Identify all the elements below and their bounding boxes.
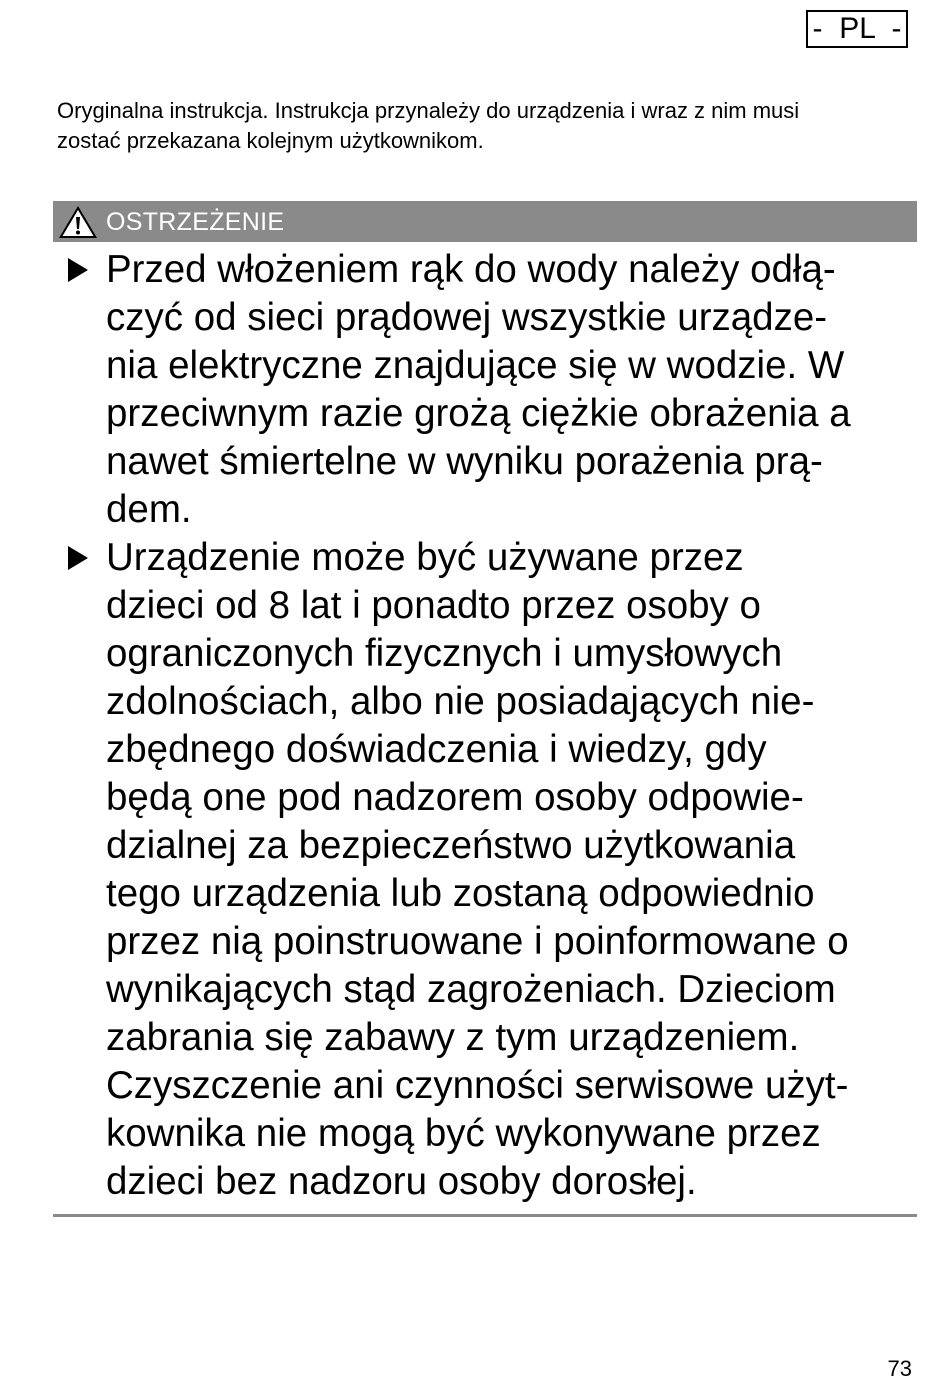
page-number: 73 — [887, 1356, 912, 1381]
intro-line: Oryginalna instrukcja. Instrukcja przynależy do urządzenia i wraz z nim musi — [57, 98, 800, 123]
warning-label: OSTRZEŻENIE — [106, 208, 285, 236]
text-line: Przed włożeniem rąk do wody należy odłą- — [106, 248, 836, 291]
text-line: nawet śmiertelne w wyniku porażenia prą- — [106, 440, 823, 483]
intro-note — [57, 96, 917, 156]
text-line: dem. — [106, 488, 192, 531]
text-line: tego urządzenia lub zostaną odpowiednio — [106, 872, 815, 915]
text-line: zdolnościach, albo nie posiadających nie- — [106, 680, 815, 723]
text-line: będą one pod nadzorem osoby odpowie- — [106, 776, 804, 819]
text-line: dzieci od 8 lat i ponadto przez osoby o — [106, 584, 761, 627]
text-line: zabrania się zabawy z tym urządzeniem. — [106, 1016, 800, 1059]
text-line: przeciwnym razie grożą ciężkie obrażenia a — [106, 392, 851, 435]
text-line: dzieci bez nadzoru osoby dorosłej. — [106, 1160, 697, 1203]
text-line: dzialnej za bezpieczeństwo użytkowania — [106, 824, 796, 867]
warning-item — [60, 534, 920, 1206]
text-line: zbędnego doświadczenia i wiedzy, gdy — [106, 728, 767, 771]
text-line: Czyszczenie ani czynności serwisowe użyt- — [106, 1064, 849, 1107]
bullet-arrow-icon — [60, 534, 106, 582]
language-badge: - PL - — [806, 10, 908, 48]
warning-item-text — [106, 246, 920, 534]
warning-header-bar — [53, 201, 917, 242]
warning-item — [60, 246, 920, 534]
text-line: wynikających stąd zagrożeniach. Dzieciom — [106, 968, 836, 1011]
warning-triangle-icon — [58, 205, 98, 239]
text-line: ograniczonych fizycznych i umysłowych — [106, 632, 783, 675]
bullet-arrow-icon — [60, 246, 106, 294]
text-line: Urządzenie może być używane przez — [106, 536, 744, 579]
intro-line: zostać przekazana kolejnym użytkownikom. — [57, 128, 484, 153]
warning-item-text — [106, 534, 920, 1206]
warning-list — [60, 246, 920, 1206]
section-divider — [53, 1214, 917, 1217]
text-line: nia elektryczne znajdujące się w wodzie. W — [106, 344, 845, 387]
text-line: przez nią poinstruowane i poinformowane o — [106, 920, 849, 963]
text-line: kownika nie mogą być wykonywane przez — [106, 1112, 821, 1155]
text-line: czyć od sieci prądowej wszystkie urządze- — [106, 296, 828, 339]
